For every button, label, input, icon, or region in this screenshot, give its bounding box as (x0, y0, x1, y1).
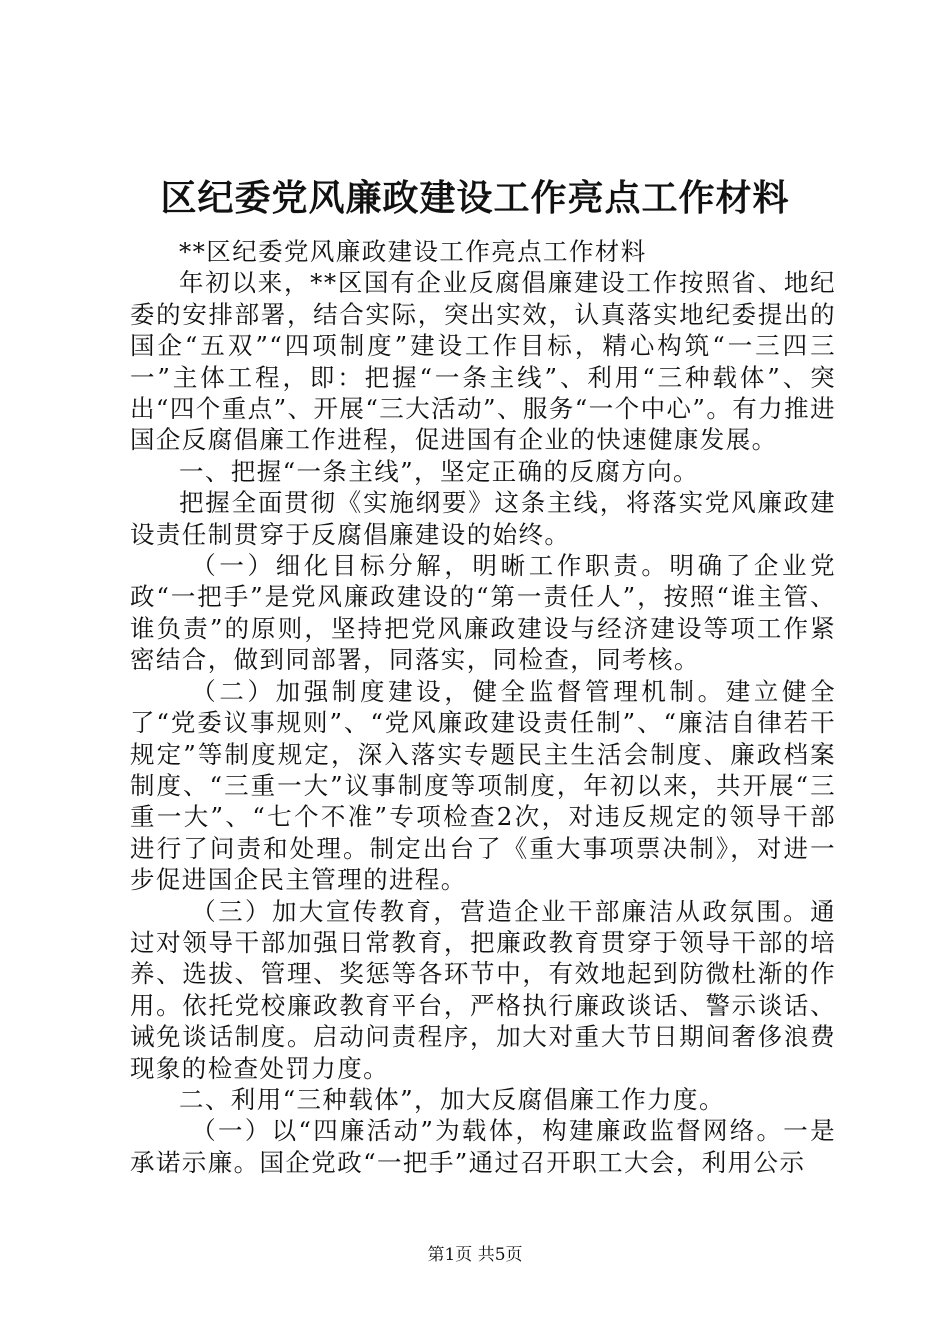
subsection-paragraph-1-3: （三）加大宣传教育，营造企业干部廉洁从政氛围。通过对领导干部加强日常教育，把廉政教育贯穿于领导干部的培养、选拔、管理、奖惩等各环节中，有效地起到防微杜渐的作用。依托党校廉政教育平台，严格执行廉政谈话、警示谈话、诫免谈话制度。启动问责程序，加大对重大节日期间奢侈浪费现象的检查处罚力度。 (130, 896, 836, 1083)
document-title: 区纪委党风廉政建设工作亮点工作材料 (160, 177, 790, 219)
subtitle-paragraph: **区纪委党风廉政建设工作亮点工作材料 (179, 237, 647, 266)
subsection-paragraph-1-1: （一）细化目标分解，明晰工作职责。明确了企业党政“一把手”是党风廉政建设的“第一责任人”，按照“谁主管、谁负责”的原则，坚持把党风廉政建设与经济建设等项工作紧密结合，做到同部署，同落实，同检查，同考核。 (130, 551, 836, 675)
page-footer: 第1页 共5页 (427, 1245, 523, 1265)
subsection-paragraph-1-2: （二）加强制度建设，健全监督管理机制。建立健全了“党委议事规则”、“党风廉政建设责任制”、“廉洁自律若干规定”等制度规定，深入落实专题民主生活会制度、廉政档案制度、“三重一大”议事制度等项制度，年初以来，共开展“三重一大”、“七个不准”专项检查2次，对违反规定的领导干部进行了问责和处理。制定出台了《重大事项票决制》，对进一步促进国企民主管理的进程。 (130, 676, 836, 895)
intro-paragraph: 年初以来，**区国有企业反腐倡廉建设工作按照省、地纪委的安排部署，结合实际，突出实效，认真落实地纪委提出的国企“五双”“四项制度”建设工作目标，精心构筑“一三四三一”主体工程，即：把握“一条主线”、利用“三种载体”、突出“四个重点”、开展“三大活动”、服务“一个中心”。有力推进国企反腐倡廉工作进程，促进国有企业的快速健康发展。 (130, 268, 836, 455)
section-heading-1: 一、把握“一条主线”，坚定正确的反腐方向。 (179, 456, 699, 486)
subsection-paragraph-2-1: （一）以“四廉活动”为载体，构建廉政监督网络。一是承诺示廉。国企党政“一把手”通过召开职工大会，利用公示 (130, 1116, 836, 1177)
document-body (130, 236, 836, 1178)
body-paragraph: 把握全面贯彻《实施纲要》这条主线，将落实党风廉政建设责任制贯穿于反腐倡廉建设的始终。 (130, 488, 836, 549)
section-heading-2: 二、利用“三种载体”，加大反腐倡廉工作力度。 (179, 1084, 725, 1114)
